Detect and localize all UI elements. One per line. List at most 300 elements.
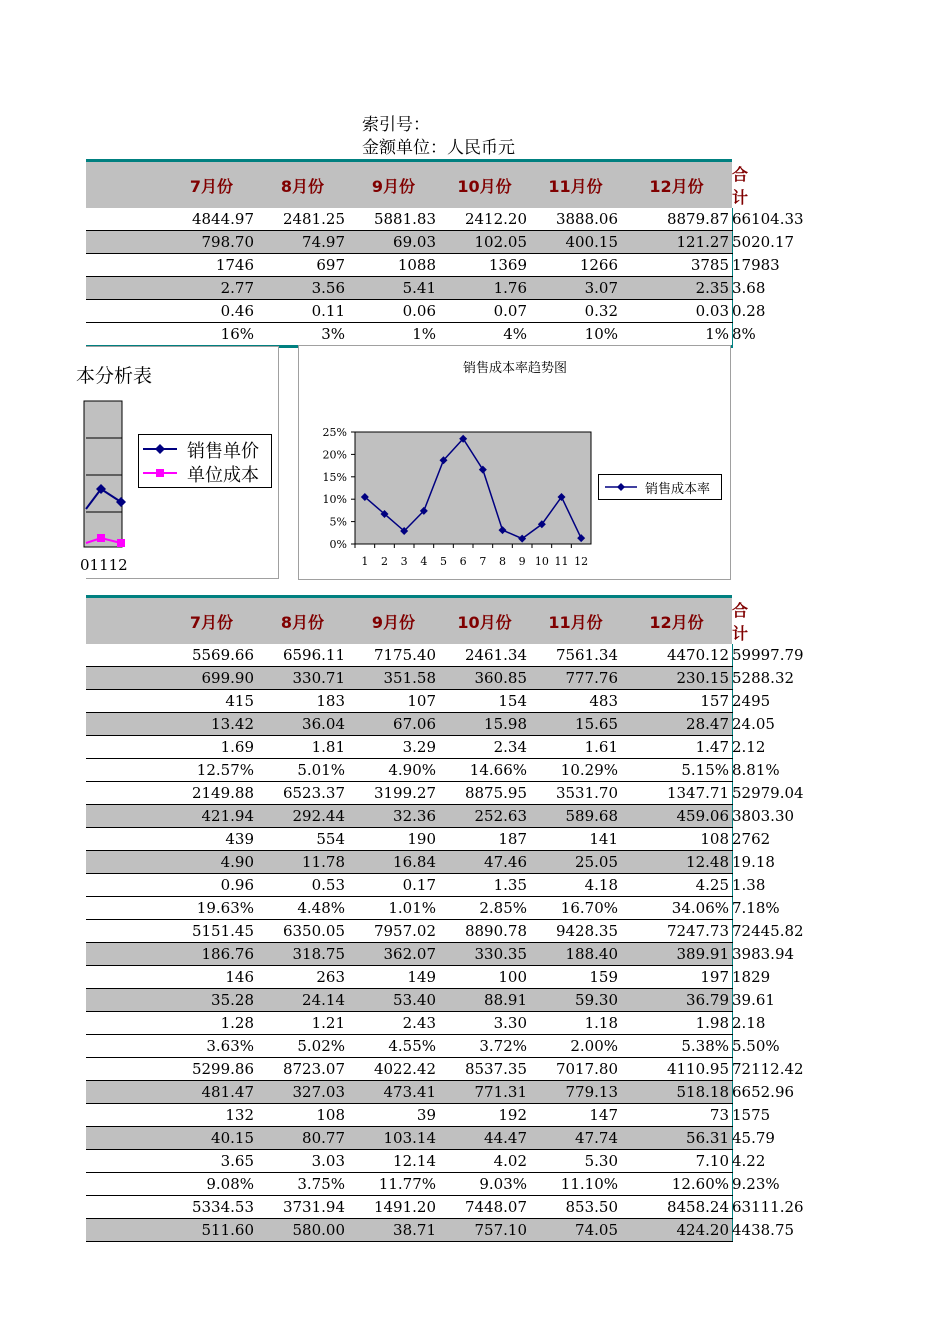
- table-cell: 35.28: [166, 989, 257, 1012]
- column-header: 9月份: [348, 161, 439, 209]
- table-cell: 2149.88: [166, 782, 257, 805]
- table-cell: 424.20: [621, 1219, 732, 1242]
- table-row: 421.94 292.44 32.36 252.63 589.68 459.06 3803.30: [86, 805, 732, 828]
- row-label-cell: [86, 1173, 166, 1196]
- table-cell: 36.79: [621, 989, 732, 1012]
- table-cell: 9428.35: [530, 920, 621, 943]
- table-cell: 4.18: [530, 874, 621, 897]
- table-row: 798.70 74.97 69.03 102.05 400.15 121.27 5020.17: [86, 231, 732, 254]
- table-cell: 12.48: [621, 851, 732, 874]
- table-cell: 0.06: [348, 300, 439, 323]
- table-cell: 47.74: [530, 1127, 621, 1150]
- table-cell: 3731.94: [257, 1196, 348, 1219]
- table-cell: 80.77: [257, 1127, 348, 1150]
- row-label-cell: [86, 920, 166, 943]
- table-cell: 0.11: [257, 300, 348, 323]
- row-label-cell: [86, 1058, 166, 1081]
- row-label-cell: [86, 1150, 166, 1173]
- price-cost-axis-labels: 01112: [80, 556, 128, 574]
- table-cell: 5881.83: [348, 208, 439, 231]
- table-cell: 853.50: [530, 1196, 621, 1219]
- table-cell: 103.14: [348, 1127, 439, 1150]
- top-data-table: [86, 159, 804, 348]
- column-header-row: 7月份 8月份 9月份 10月份 11月份 12月份 合计: [86, 597, 732, 645]
- row-label-cell: [86, 736, 166, 759]
- table-cell: 699.90: [166, 667, 257, 690]
- column-header: 11月份: [530, 597, 621, 645]
- price-cost-chart[interactable]: [76, 346, 279, 579]
- cost-rate-trend-chart[interactable]: [298, 345, 731, 580]
- table-cell: 8879.87: [621, 208, 732, 231]
- table-cell: 157: [621, 690, 732, 713]
- table-cell: 779.13: [530, 1081, 621, 1104]
- row-label-cell: [86, 644, 166, 667]
- chart-title: 销售成本率趋势图: [462, 361, 568, 376]
- table-cell: 415: [166, 690, 257, 713]
- table-cell: 14.66%: [439, 759, 530, 782]
- table-cell: 4844.97: [166, 208, 257, 231]
- table-cell: 459.06: [621, 805, 732, 828]
- table-cell: 4.90: [166, 851, 257, 874]
- table-cell: 8890.78: [439, 920, 530, 943]
- table-cell: 38.71: [348, 1219, 439, 1242]
- table-row: 12.57% 5.01% 4.90% 14.66% 10.29% 5.15% 8.81%: [86, 759, 732, 782]
- table-cell: 9.08%: [166, 1173, 257, 1196]
- table-cell: 0.07: [439, 300, 530, 323]
- table-row: 0.46 0.11 0.06 0.07 0.32 0.03 0.28: [86, 300, 732, 323]
- row-label-cell: [86, 1127, 166, 1150]
- table-cell: 11.78: [257, 851, 348, 874]
- table-cell: 154: [439, 690, 530, 713]
- table-cell: 147: [530, 1104, 621, 1127]
- table-cell: 2481.25: [257, 208, 348, 231]
- table-cell: 771.31: [439, 1081, 530, 1104]
- table-cell: 188.40: [530, 943, 621, 966]
- table-row: 40.15 80.77 103.14 44.47 47.74 56.31 45.79: [86, 1127, 732, 1150]
- row-label-cell: [86, 1081, 166, 1104]
- table-cell: 3%: [257, 323, 348, 347]
- row-label-cell: [86, 851, 166, 874]
- table-row: 16% 3% 1% 4% 10% 1% 8%: [86, 323, 732, 347]
- table-cell: 473.41: [348, 1081, 439, 1104]
- table-cell: 0.03: [621, 300, 732, 323]
- table-cell: 4%: [439, 323, 530, 347]
- column-header: 7月份: [166, 161, 257, 209]
- column-header: 12月份: [621, 161, 732, 209]
- column-header: 11月份: [530, 161, 621, 209]
- table-cell: 4022.42: [348, 1058, 439, 1081]
- row-label-cell: [86, 828, 166, 851]
- table-cell: 190: [348, 828, 439, 851]
- table-cell: 1%: [348, 323, 439, 347]
- table-cell: 5.38%: [621, 1035, 732, 1058]
- table-row: 5299.86 8723.07 4022.42 8537.35 7017.80 4110.95 72112.42: [86, 1058, 732, 1081]
- table-row: 0.96 0.53 0.17 1.35 4.18 4.25 1.38: [86, 874, 732, 897]
- x-tick-label: 7: [479, 555, 487, 568]
- table-cell: 183: [257, 690, 348, 713]
- table-row: 146 263 149 100 159 197 1829: [86, 966, 732, 989]
- table-cell: 5.02%: [257, 1035, 348, 1058]
- table-cell: 3.65: [166, 1150, 257, 1173]
- table-cell: 100: [439, 966, 530, 989]
- table-cell: 757.10: [439, 1219, 530, 1242]
- table-cell: 28.47: [621, 713, 732, 736]
- table-row: 5151.45 6350.05 7957.02 8890.78 9428.35 7247.73 72445.82: [86, 920, 732, 943]
- table-cell: 5334.53: [166, 1196, 257, 1219]
- table-cell: 2.35: [621, 277, 732, 300]
- index-number-label: 索引号：: [362, 115, 430, 135]
- table-cell: 0.96: [166, 874, 257, 897]
- table-cell: 0.53: [257, 874, 348, 897]
- table-cell: 102.05: [439, 231, 530, 254]
- table-cell: 5151.45: [166, 920, 257, 943]
- table-cell: 59.30: [530, 989, 621, 1012]
- table-cell: 16%: [166, 323, 257, 347]
- table-cell: 554: [257, 828, 348, 851]
- row-label-cell: [86, 690, 166, 713]
- table-row: 439 554 190 187 141 108 2762: [86, 828, 732, 851]
- y-tick-label: 20%: [322, 448, 347, 462]
- table-cell: 73: [621, 1104, 732, 1127]
- plot-background: [355, 432, 591, 544]
- column-header: 9月份: [348, 597, 439, 645]
- table-cell: 1.98: [621, 1012, 732, 1035]
- table-cell: 3.30: [439, 1012, 530, 1035]
- row-label-cell: [86, 782, 166, 805]
- table-cell: 5.30: [530, 1150, 621, 1173]
- plot-area: [84, 401, 122, 547]
- row-label-header: [86, 597, 166, 645]
- table-cell: 421.94: [166, 805, 257, 828]
- table-row: 415 183 107 154 483 157 2495: [86, 690, 732, 713]
- column-header: 7月份: [166, 597, 257, 645]
- table-cell: 4.02: [439, 1150, 530, 1173]
- table-row: 9.08% 3.75% 11.77% 9.03% 11.10% 12.60% 9.23%: [86, 1173, 732, 1196]
- y-tick-label: 10%: [322, 493, 347, 507]
- table-cell: 7957.02: [348, 920, 439, 943]
- row-label-cell: [86, 1219, 166, 1242]
- table-cell: 13.42: [166, 713, 257, 736]
- table-cell: 360.85: [439, 667, 530, 690]
- row-label-cell: [86, 208, 166, 231]
- table-cell: 15.98: [439, 713, 530, 736]
- table-cell: 3.56: [257, 277, 348, 300]
- table-cell: 19.63%: [166, 897, 257, 920]
- table-cell: 4.55%: [348, 1035, 439, 1058]
- table-row: 4.90 11.78 16.84 47.46 25.05 12.48 19.18: [86, 851, 732, 874]
- table-cell: 580.00: [257, 1219, 348, 1242]
- table-cell: 4110.95: [621, 1058, 732, 1081]
- table-cell: 7017.80: [530, 1058, 621, 1081]
- table-cell: 44.47: [439, 1127, 530, 1150]
- table-cell: 2.00%: [530, 1035, 621, 1058]
- table-cell: 0.46: [166, 300, 257, 323]
- table-cell: 186.76: [166, 943, 257, 966]
- legend-square-icon: [156, 469, 164, 477]
- row-label-cell: [86, 277, 166, 300]
- table-cell: 7561.34: [530, 644, 621, 667]
- y-tick-label: 5%: [329, 515, 347, 529]
- cost-point: [117, 539, 125, 547]
- table-cell: 3.75%: [257, 1173, 348, 1196]
- table-cell: 6523.37: [257, 782, 348, 805]
- row-label-cell: [86, 713, 166, 736]
- price-cost-chart-title: 本分析表: [76, 365, 153, 387]
- x-tick-label: 5: [440, 555, 447, 568]
- table-cell: 53.40: [348, 989, 439, 1012]
- table-cell: 2.34: [439, 736, 530, 759]
- table-cell: 1.81: [257, 736, 348, 759]
- table-cell: 1.47: [621, 736, 732, 759]
- table-cell: 7.10: [621, 1150, 732, 1173]
- table-cell: 141: [530, 828, 621, 851]
- table-cell: 121.27: [621, 231, 732, 254]
- table-cell: 8723.07: [257, 1058, 348, 1081]
- table-cell: 3199.27: [348, 782, 439, 805]
- trend-legend: [598, 474, 722, 500]
- table-cell: 11.10%: [530, 1173, 621, 1196]
- table-cell: 351.58: [348, 667, 439, 690]
- column-header: 8月份: [257, 161, 348, 209]
- table-cell: 39: [348, 1104, 439, 1127]
- table-cell: 69.03: [348, 231, 439, 254]
- table-cell: 1.18: [530, 1012, 621, 1035]
- x-tick-label: 8: [499, 555, 506, 568]
- table-cell: 47.46: [439, 851, 530, 874]
- table-row: 1746 697 1088 1369 1266 3785 17983: [86, 254, 732, 277]
- table-cell: 2461.34: [439, 644, 530, 667]
- table-cell: 1347.71: [621, 782, 732, 805]
- table-row: 2.77 3.56 5.41 1.76 3.07 2.35 3.68: [86, 277, 732, 300]
- table-cell: 192: [439, 1104, 530, 1127]
- row-label-cell: [86, 300, 166, 323]
- table-row: 699.90 330.71 351.58 360.85 777.76 230.15 5288.32: [86, 667, 732, 690]
- table-row: 5334.53 3731.94 1491.20 7448.07 853.50 8458.24 63111.26: [86, 1196, 732, 1219]
- table-cell: 330.35: [439, 943, 530, 966]
- table-cell: 5.41: [348, 277, 439, 300]
- row-label-cell: [86, 897, 166, 920]
- y-tick-label: 15%: [322, 470, 347, 484]
- table-cell: 108: [257, 1104, 348, 1127]
- row-label-cell: [86, 323, 166, 347]
- table-cell: 330.71: [257, 667, 348, 690]
- table-cell: 15.65: [530, 713, 621, 736]
- table-cell: 24.14: [257, 989, 348, 1012]
- table-cell: 362.07: [348, 943, 439, 966]
- table-cell: 1088: [348, 254, 439, 277]
- cost-point: [97, 534, 105, 542]
- table-cell: 67.06: [348, 713, 439, 736]
- row-label-cell: [86, 805, 166, 828]
- table-cell: 483: [530, 690, 621, 713]
- table-cell: 697: [257, 254, 348, 277]
- table-cell: 1%: [621, 323, 732, 347]
- table-cell: 1.35: [439, 874, 530, 897]
- table-cell: 5.15%: [621, 759, 732, 782]
- row-label-cell: [86, 254, 166, 277]
- table-cell: 1.76: [439, 277, 530, 300]
- table-cell: 25.05: [530, 851, 621, 874]
- table-row: 1.28 1.21 2.43 3.30 1.18 1.98 2.18: [86, 1012, 732, 1035]
- table-row: 13.42 36.04 67.06 15.98 15.65 28.47 24.05: [86, 713, 732, 736]
- table-row: 511.60 580.00 38.71 757.10 74.05 424.20 4438.75: [86, 1219, 732, 1242]
- table-cell: 1369: [439, 254, 530, 277]
- table-cell: 4.90%: [348, 759, 439, 782]
- row-label-cell: [86, 231, 166, 254]
- x-tick-label: 6: [459, 555, 467, 568]
- row-label-cell: [86, 989, 166, 1012]
- table-cell: 32.36: [348, 805, 439, 828]
- table-cell: 4470.12: [621, 644, 732, 667]
- table-row: 4844.97 2481.25 5881.83 2412.20 3888.06 8879.87 66104.33: [86, 208, 732, 231]
- table-cell: 3.29: [348, 736, 439, 759]
- legend-diamond-icon: [617, 483, 625, 491]
- bottom-data-table: [86, 595, 804, 1242]
- table-cell: 132: [166, 1104, 257, 1127]
- x-tick-label: 2: [381, 555, 388, 568]
- table-cell: 0.32: [530, 300, 621, 323]
- table-row: 35.28 24.14 53.40 88.91 59.30 36.79 39.61: [86, 989, 732, 1012]
- table-cell: 149: [348, 966, 439, 989]
- table-cell: 10%: [530, 323, 621, 347]
- table-cell: 3.03: [257, 1150, 348, 1173]
- x-tick-label: 9: [518, 555, 526, 568]
- table-cell: 2.43: [348, 1012, 439, 1035]
- table-cell: 11.77%: [348, 1173, 439, 1196]
- table-cell: 16.70%: [530, 897, 621, 920]
- table-cell: 6350.05: [257, 920, 348, 943]
- table-cell: 3.07: [530, 277, 621, 300]
- table-cell: 16.84: [348, 851, 439, 874]
- table-cell: 6596.11: [257, 644, 348, 667]
- table-cell: 1.28: [166, 1012, 257, 1035]
- table-row: 19.63% 4.48% 1.01% 2.85% 16.70% 34.06% 7.18%: [86, 897, 732, 920]
- table-cell: 1.01%: [348, 897, 439, 920]
- x-tick-label: 4: [420, 555, 428, 568]
- table-cell: 230.15: [621, 667, 732, 690]
- table-cell: 2.77: [166, 277, 257, 300]
- table-cell: 2412.20: [439, 208, 530, 231]
- table-cell: 777.76: [530, 667, 621, 690]
- table-cell: 439: [166, 828, 257, 851]
- price-cost-legend: [138, 434, 272, 488]
- table-cell: 389.91: [621, 943, 732, 966]
- table-cell: 327.03: [257, 1081, 348, 1104]
- legend-price-label: 销售单价: [187, 441, 259, 462]
- legend-cost-label: 单位成本: [187, 465, 259, 486]
- table-cell: 1266: [530, 254, 621, 277]
- table-cell: 107: [348, 690, 439, 713]
- table-cell: 292.44: [257, 805, 348, 828]
- table-cell: 187: [439, 828, 530, 851]
- table-cell: 3531.70: [530, 782, 621, 805]
- row-label-cell: [86, 966, 166, 989]
- table-cell: 108: [621, 828, 732, 851]
- row-label-cell: [86, 874, 166, 897]
- table-cell: 318.75: [257, 943, 348, 966]
- table-cell: 518.18: [621, 1081, 732, 1104]
- table-cell: 263: [257, 966, 348, 989]
- table-cell: 12.60%: [621, 1173, 732, 1196]
- table-cell: 9.03%: [439, 1173, 530, 1196]
- table-cell: 589.68: [530, 805, 621, 828]
- table-cell: 7247.73: [621, 920, 732, 943]
- table-cell: 400.15: [530, 231, 621, 254]
- y-tick-label: 25%: [322, 426, 347, 439]
- currency-unit-label: 金额单位：人民币元: [362, 138, 515, 158]
- table-cell: 197: [621, 966, 732, 989]
- row-label-header: [86, 161, 166, 209]
- trend-plot-area: [323, 426, 591, 568]
- table-cell: 8875.95: [439, 782, 530, 805]
- table-cell: 5299.86: [166, 1058, 257, 1081]
- table-cell: 1746: [166, 254, 257, 277]
- column-header: 10月份: [439, 161, 530, 209]
- table-cell: 252.63: [439, 805, 530, 828]
- table-cell: 3785: [621, 254, 732, 277]
- table-row: 5569.66 6596.11 7175.40 2461.34 7561.34 4470.12 59997.79: [86, 644, 732, 667]
- table-row: 3.65 3.03 12.14 4.02 5.30 7.10 4.22: [86, 1150, 732, 1173]
- x-tick-label: 11: [554, 555, 569, 568]
- table-cell: 7448.07: [439, 1196, 530, 1219]
- table-cell: 481.47: [166, 1081, 257, 1104]
- table-cell: 8537.35: [439, 1058, 530, 1081]
- row-label-cell: [86, 1104, 166, 1127]
- table-cell: 0.17: [348, 874, 439, 897]
- column-header-row: 7月份 8月份 9月份 10月份 11月份 12月份 合计: [86, 161, 732, 209]
- table-cell: 798.70: [166, 231, 257, 254]
- row-label-cell: [86, 1035, 166, 1058]
- table-cell: 40.15: [166, 1127, 257, 1150]
- legend-cost-rate-label: 销售成本率: [645, 482, 711, 497]
- legend-diamond-icon: [155, 444, 165, 454]
- table-cell: 3.72%: [439, 1035, 530, 1058]
- table-cell: 5.01%: [257, 759, 348, 782]
- table-cell: 146: [166, 966, 257, 989]
- y-tick-label: 0%: [329, 538, 347, 551]
- table-cell: 4.25: [621, 874, 732, 897]
- table-cell: 56.31: [621, 1127, 732, 1150]
- table-cell: 511.60: [166, 1219, 257, 1242]
- table-cell: 12.57%: [166, 759, 257, 782]
- table-row: 2149.88 6523.37 3199.27 8875.95 3531.70 1347.71 52979.04: [86, 782, 732, 805]
- table-cell: 5569.66: [166, 644, 257, 667]
- table-row: 186.76 318.75 362.07 330.35 188.40 389.91 3983.94: [86, 943, 732, 966]
- table-row: 1.69 1.81 3.29 2.34 1.61 1.47 2.12: [86, 736, 732, 759]
- row-label-cell: [86, 667, 166, 690]
- table-cell: 8458.24: [621, 1196, 732, 1219]
- trend-chart-svg: [299, 346, 730, 579]
- table-row: 3.63% 5.02% 4.55% 3.72% 2.00% 5.38% 5.50%: [86, 1035, 732, 1058]
- table-cell: 1.69: [166, 736, 257, 759]
- table-row: 132 108 39 192 147 73 1575: [86, 1104, 732, 1127]
- row-label-cell: [86, 1196, 166, 1219]
- row-label-cell: [86, 759, 166, 782]
- x-tick-label: 12: [574, 555, 589, 568]
- table-cell: 12.14: [348, 1150, 439, 1173]
- table-cell: 74.05: [530, 1219, 621, 1242]
- x-tick-label: 10: [534, 555, 549, 568]
- table-cell: 10.29%: [530, 759, 621, 782]
- table-cell: 34.06%: [621, 897, 732, 920]
- x-tick-label: 3: [400, 555, 408, 568]
- table-cell: 36.04: [257, 713, 348, 736]
- table-cell: 3.63%: [166, 1035, 257, 1058]
- x-tick-label: 1: [361, 555, 369, 568]
- table-cell: 7175.40: [348, 644, 439, 667]
- row-label-cell: [86, 943, 166, 966]
- table-cell: 1.21: [257, 1012, 348, 1035]
